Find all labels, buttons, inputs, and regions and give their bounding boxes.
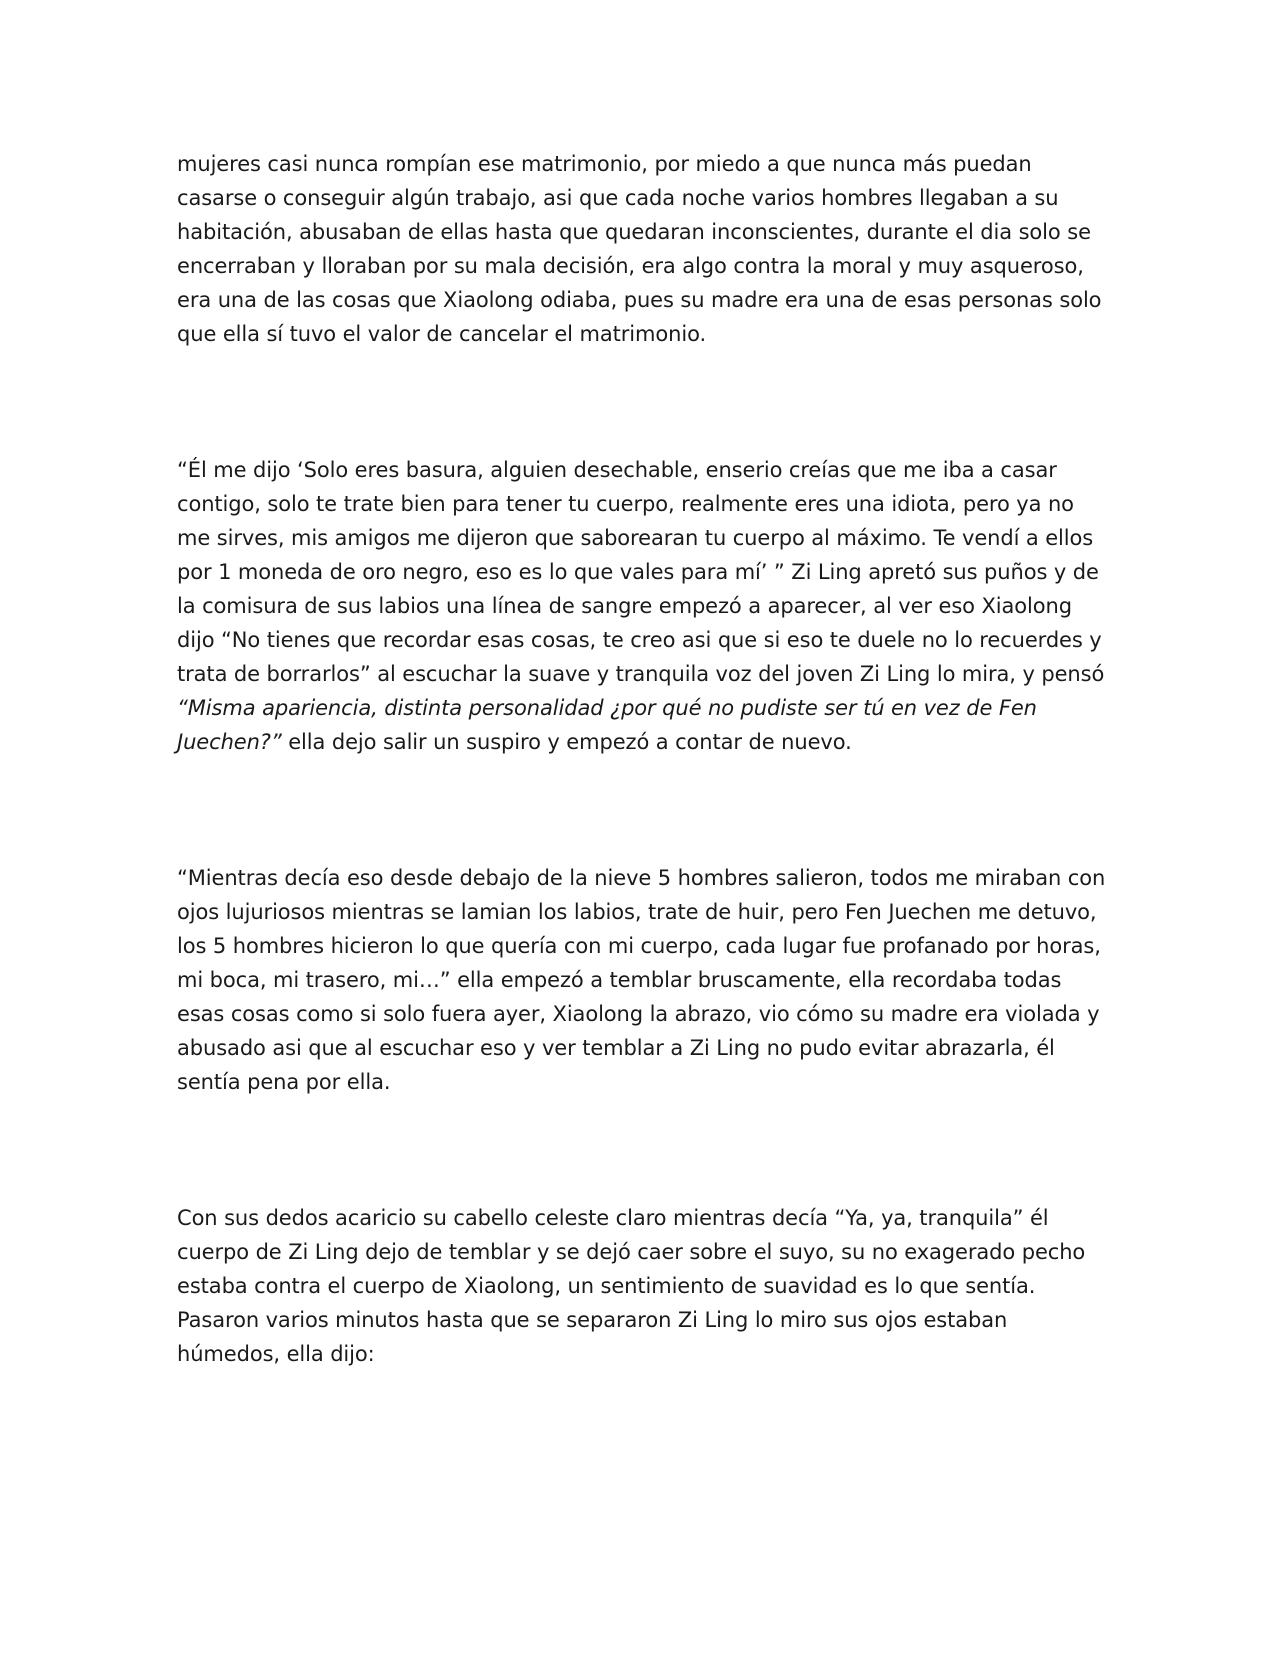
paragraph-text: Con sus dedos acaricio su cabello celeste claro mientras decía “Ya, ya, tranquila” él cuerpo de Zi Ling dejo de temblar y se dejó caer sobre el suyo, su no exagerado pecho estaba contra el cuerpo de Xiaolong, un sentimiento de suavidad es lo que sentía. Pasaron varios minutos hasta que se separaron Zi Ling lo miro sus ojos estaban húmedos, ella dijo: — [177, 1206, 1086, 1366]
italic-thought: “Misma apariencia, distinta personalidad ¿por qué no pudiste ser tú en vez de Fen Juechen?” — [177, 696, 1037, 754]
paragraph-text: ella dejo salir un suspiro y empezó a contar de nuevo. — [281, 730, 852, 754]
paragraph-text: mujeres casi nunca rompían ese matrimonio, por miedo a que nunca más puedan casarse o conseguir algún trabajo, asi que cada noche varios hombres llegaban a su habitación, abusaban de ellas hasta que quedaran inconscientes, durante el dia solo se encerraban y lloraban por su mala decisión, era algo contra la moral y muy asqueroso, era una de las cosas que Xiaolong odiaba, pues su madre era una de esas personas solo que ella sí tuvo el valor de cancelar el matrimonio. — [177, 152, 1102, 346]
document-body — [177, 147, 1107, 1371]
paragraph-3 — [177, 861, 1107, 1099]
paragraph-4 — [177, 1201, 1107, 1371]
paragraph-text: “Él me dijo ‘Solo eres basura, alguien desechable, enserio creías que me iba a casar contigo, solo te trate bien para tener tu cuerpo, realmente eres una idiota, pero ya no me sirves, mis amigos me dijeron que saborearan tu cuerpo al máximo. Te vendí a ellos por 1 moneda de oro negro, eso es lo que vales para mí’ ” Zi Ling apretó sus puños y de la comisura de sus labios una línea de sangre empezó a aparecer, al ver eso Xiaolong dijo “No tienes que recordar esas cosas, te creo asi que si eso te duele no lo recuerdes y trata de borrarlos” al escuchar la suave y tranquila voz del joven Zi Ling lo mira, y pensó — [177, 458, 1105, 686]
paragraph-1 — [177, 147, 1107, 351]
paragraph-text: “Mientras decía eso desde debajo de la nieve 5 hombres salieron, todos me miraban con ojos lujuriosos mientras se lamian los labios, trate de huir, pero Fen Juechen me detuvo, los 5 hombres hicieron lo que quería con mi cuerpo, cada lugar fue profanado por horas, mi boca, mi trasero, mi…” ella empezó a temblar bruscamente, ella recordaba todas esas cosas como si solo fuera ayer, Xiaolong la abrazo, vio cómo su madre era violada y abusado asi que al escuchar eso y ver temblar a Zi Ling no pudo evitar abrazarla, él sentía pena por ella. — [177, 866, 1106, 1094]
paragraph-2 — [177, 453, 1107, 759]
